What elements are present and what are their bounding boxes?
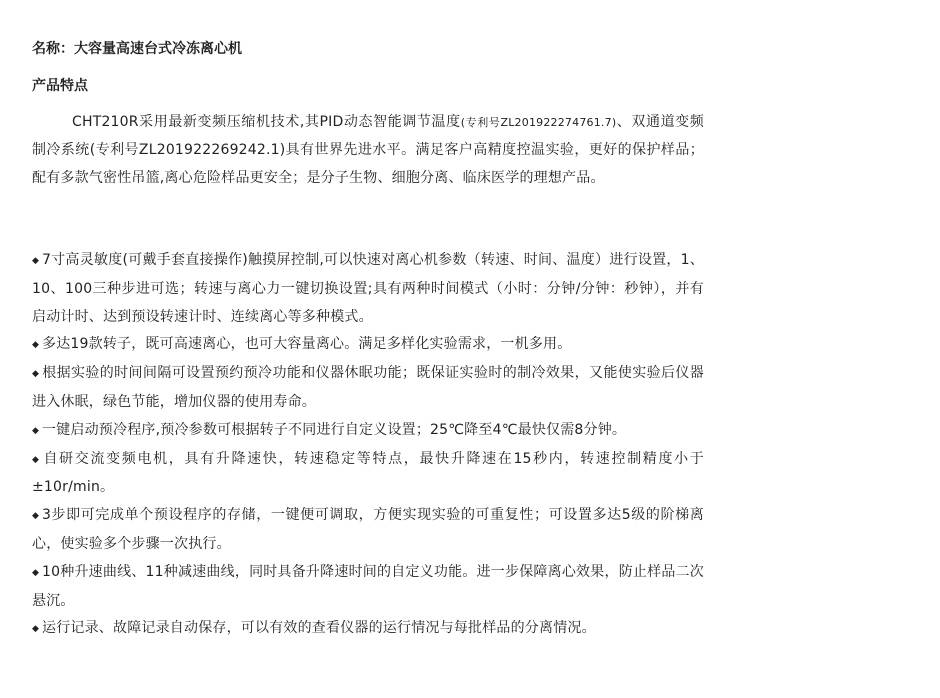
feature-item xyxy=(32,247,704,331)
intro-patent-number: (专利号ZL201922274761.7) xyxy=(460,116,617,129)
feature-text: 自研交流变频电机，具有升降速快，转速稳定等特点，最快升降速在15秒内，转速控制精度小于±10r/min。 xyxy=(32,450,704,496)
diamond-bullet-icon: ◆ xyxy=(32,369,40,380)
feature-item xyxy=(32,502,704,559)
diamond-bullet-icon: ◆ xyxy=(32,425,40,436)
intro-text-part1: CHT210R采用最新变频压缩机技术,其PID动态智能调节温度 xyxy=(72,114,461,130)
feature-item xyxy=(32,615,704,644)
diamond-bullet-icon: ◆ xyxy=(32,511,40,522)
intro-paragraph xyxy=(32,109,704,192)
feature-item xyxy=(32,360,704,417)
feature-text: 3步即可完成单个预设程序的存储，一键便可调取，方便实现实验的可重复性；可设置多达5级的阶梯离心，使实验多个步骤一次执行。 xyxy=(32,507,704,552)
diamond-bullet-icon: ◆ xyxy=(32,256,40,266)
diamond-bullet-icon: ◆ xyxy=(32,624,40,635)
feature-item xyxy=(32,417,704,446)
feature-text: 运行记录、故障记录自动保存，可以有效的查看仪器的运行情况与每批样品的分离情况。 xyxy=(42,620,596,637)
diamond-bullet-icon: ◆ xyxy=(32,567,40,578)
feature-text: 10种升速曲线、11种减速曲线，同时具备升降速时间的自定义功能。进一步保障离心效果，防止样品二次悬沉。 xyxy=(32,563,704,609)
feature-text: 7寸高灵敏度(可戴手套直接操作)触摸屏控制,可以快速对离心机参数（转速、时间、温度）进行设置，1、10、100三种步进可选；转速与离心力一键切换设置;具有两种时间模式（小时：分钟/分钟：秒钟），并有启动计时、达到预设转速计时、连续离心等多种模式。 xyxy=(32,252,704,325)
product-name-label: 名称： xyxy=(32,41,74,57)
feature-text: 一键启动预冷程序,预冷参数可根据转子不同进行自定义设置；25℃降至4℃最快仅需8分钟。 xyxy=(42,421,627,438)
feature-item xyxy=(32,559,704,616)
feature-item xyxy=(32,331,704,360)
product-name-value: 大容量高速台式冷冻离心机 xyxy=(74,41,242,57)
product-name-heading xyxy=(32,38,242,58)
diamond-bullet-icon: ◆ xyxy=(32,454,40,465)
diamond-bullet-icon: ◆ xyxy=(32,340,40,351)
feature-item xyxy=(32,446,704,503)
intro-text-part2: 、双通道变频制冷系统(专利号ZL201922269242.1)具有世界先进水平。满足客户高精度控温实验，更好的保护样品；配有多款气密性吊篮,离心危险样品更安全；是分子生物、细胞分离、临床医学的理想产品。 xyxy=(32,114,704,186)
features-heading: 产品特点 xyxy=(32,78,88,94)
feature-text: 根据实验的时间间隔可设置预约预冷功能和仪器休眠功能；既保证实验时的制冷效果，又能使实验后仪器进入休眠，绿色节能，增加仪器的使用寿命。 xyxy=(32,365,704,410)
feature-text: 多达19款转子，既可高速离心，也可大容量离心。满足多样化实验需求，一机多用。 xyxy=(42,336,572,353)
feature-list xyxy=(32,247,704,644)
